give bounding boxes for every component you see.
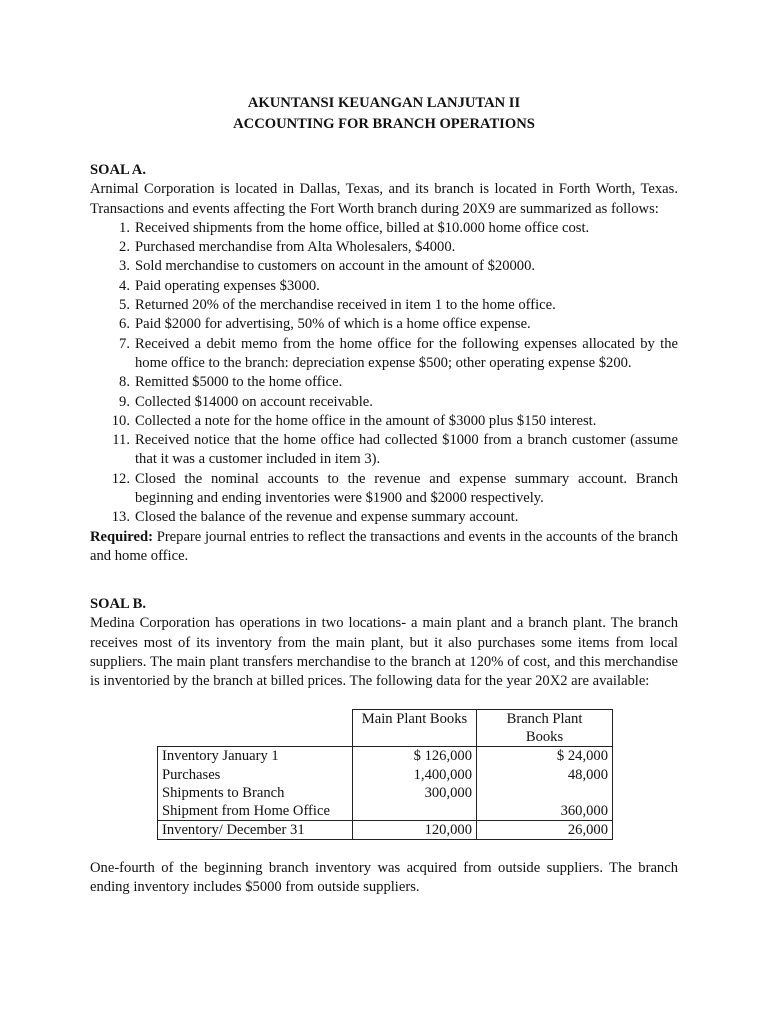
column-header-branch-plant: Branch Plant Books	[477, 710, 613, 747]
list-item: 7. Received a debit memo from the home office for the following expenses allocated by the home office to the branch: depreciation expense $500; other operating expense $200.	[119, 335, 678, 371]
soal-a-heading: SOAL A.	[90, 162, 146, 178]
list-item: 12. Closed the nominal accounts to the revenue and expense summary account. Branch beginning and ending inventories were $1900 and $2000 respectively.	[111, 470, 678, 507]
table-body-row	[158, 747, 613, 821]
table-row-inventory-dec	[158, 821, 613, 840]
main-plant-values: $ 126,000 1,400,000 300,000	[353, 747, 477, 821]
list-item: 8. Remitted $5000 to the home office.	[119, 374, 343, 391]
soal-a-required	[90, 528, 678, 567]
table-header-empty	[158, 710, 353, 747]
list-item: 3. Sold merchandise to customers on account in the amount of $20000.	[119, 258, 536, 275]
branch-plant-value: 26,000	[477, 821, 613, 840]
main-plant-value: 120,000	[353, 821, 477, 840]
soal-b-heading: SOAL B.	[90, 596, 146, 612]
list-item: 4. Paid operating expenses $3000.	[119, 277, 320, 294]
list-item: 13. Closed the balance of the revenue and expense summary account.	[111, 509, 519, 526]
column-header-main-plant: Main Plant Books	[353, 710, 477, 747]
document-title: AKUNTANSI KEUANGAN LANJUTAN II	[247, 95, 521, 111]
list-item: 5. Returned 20% of the merchandise received in item 1 to the home office.	[119, 297, 556, 314]
list-item: 1. Received shipments from the home office, billed at $10.000 home office cost.	[119, 219, 590, 236]
document-subtitle: ACCOUNTING FOR BRANCH OPERATIONS	[233, 116, 535, 132]
branch-plant-values: $ 24,000 48,000 360,000	[477, 747, 613, 821]
row-labels: Inventory January 1 Purchases Shipments to Branch Shipment from Home Office	[158, 747, 353, 821]
soal-b-intro: Medina Corporation has operations in two locations- a main plant and a branch plant. The branch receives most of its inventory from the main plant, but it also purchases some items from local suppliers. The main plant transfers merchandise to the branch at 120% of cost, and this merchandise is inventoried by the branch at billed prices. The following data for the year 20X2 are available:	[90, 615, 678, 690]
required-text: Prepare journal entries to reflect the transactions and events in the accounts of the branch and home office.	[90, 528, 678, 564]
required-label: Required:	[90, 528, 153, 545]
soal-a-intro: Arnimal Corporation is located in Dallas, Texas, and its branch is located in Forth Worth, Texas. Transactions and events affecting the Fort Worth branch during 20X9 are summarized as follows:	[90, 181, 678, 217]
list-item: 9. Collected $14000 on account receivable.	[119, 393, 373, 410]
document-header	[0, 93, 768, 135]
table-header-row	[158, 710, 613, 747]
list-item: 2. Purchased merchandise from Alta Wholesalers, $4000.	[119, 239, 456, 256]
soal-b-closing: One-fourth of the beginning branch inventory was acquired from outside suppliers. The branch ending inventory includes $5000 from outside suppliers.	[90, 860, 678, 896]
list-item: 6. Paid $2000 for advertising, 50% of which is a home office expense.	[119, 316, 531, 333]
soal-b-section	[90, 595, 678, 691]
list-item: 11. Received notice that the home office had collected $1000 from a branch customer (assume that it was a customer included in item 3).	[112, 432, 678, 468]
soal-a-section	[90, 161, 678, 566]
inventory-table	[157, 709, 613, 840]
row-label: Inventory/ December 31	[158, 821, 353, 840]
soal-a-list	[90, 219, 678, 528]
list-item: 10. Collected a note for the home office in the amount of $3000 plus $150 interest.	[111, 412, 597, 429]
